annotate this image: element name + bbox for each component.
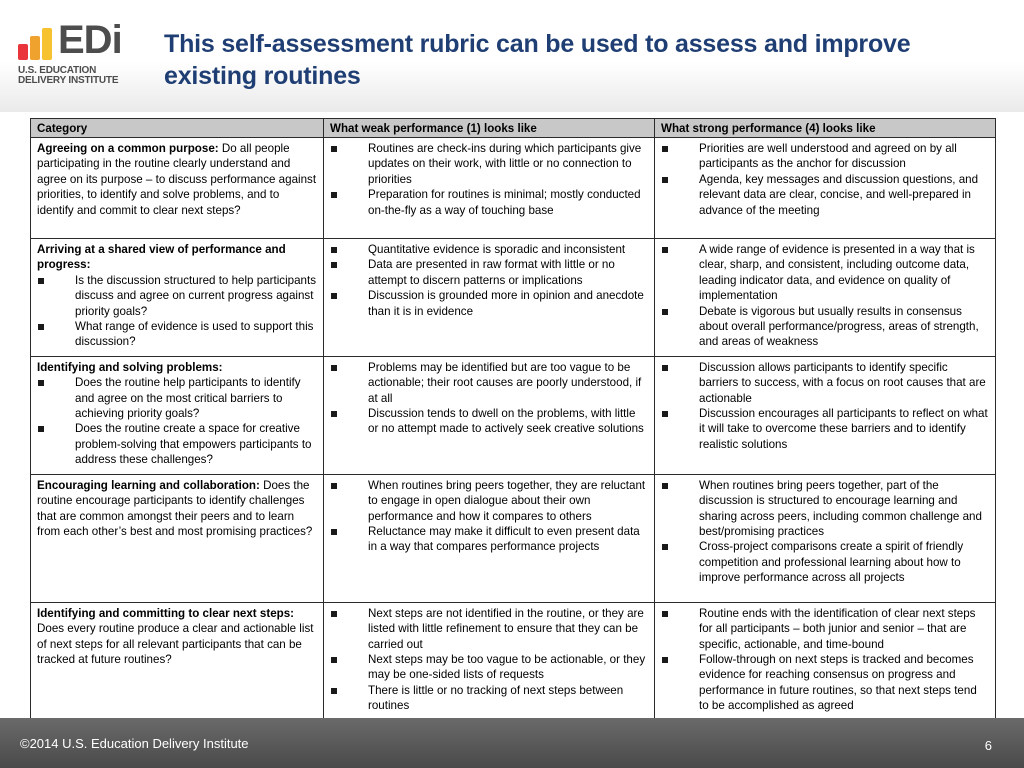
- category-title: Identifying and committing to clear next steps:: [37, 606, 295, 620]
- weak-performance-cell: [324, 239, 655, 357]
- logo-subtitle: U.S. EDUCATION DELIVERY INSTITUTE: [18, 65, 119, 86]
- category-description: Do all people participating in the routine clearly understand and agree on its purpose – to discuss performance against priorities, to identify and solve problems, and to identify and commit to clear next steps?: [37, 142, 317, 217]
- weak-bullet: When routines bring peers together, they are reluctant to engage in open dialogue about their own performance and how it compares to others: [330, 478, 648, 524]
- table-row: [31, 138, 996, 239]
- category-cell: [31, 474, 324, 602]
- header-category: Category: [31, 119, 324, 138]
- category-title: Agreeing on a common purpose:: [37, 142, 219, 155]
- strong-performance-cell: [655, 239, 996, 357]
- category-question: Does the routine help participants to identify and agree on the most critical barriers to achieving priority goals?: [37, 375, 317, 421]
- bar-chart-logo-icon: [18, 26, 58, 60]
- category-cell: [31, 138, 324, 239]
- category-description: Does the routine encourage participants to identify challenges that are common amongst their peers and to learn from each other’s best and most promising practices?: [37, 478, 313, 538]
- weak-performance-cell: [324, 474, 655, 602]
- table-row: [31, 239, 996, 357]
- weak-bullet: Discussion is grounded more in opinion and anecdote than it is in evidence: [330, 288, 648, 319]
- weak-bullet: Next steps are not identified in the routine, or they are listed with little refinement to ensure that they can be carried out: [330, 606, 648, 652]
- weak-bullet: Quantitative evidence is sporadic and inconsistent: [330, 242, 648, 257]
- weak-bullet: Discussion tends to dwell on the problems, with little or no attempt made to actively seek creative solutions: [330, 406, 648, 437]
- category-description: Does every routine produce a clear and actionable list of next steps for all relevant participants that can be tracked at future routines?: [37, 622, 314, 666]
- strong-performance-cell: [655, 602, 996, 730]
- slide-header: [0, 0, 1024, 112]
- strong-performance-cell: [655, 138, 996, 239]
- page-number: 6: [984, 738, 992, 753]
- strong-bullet: Discussion allows participants to identify specific barriers to success, with a focus on root causes that are actionable: [661, 360, 989, 406]
- weak-performance-cell: [324, 602, 655, 730]
- strong-bullet: A wide range of evidence is presented in a way that is clear, sharp, and consistent, including outcome data, leading indicator data, and evidence on quality of implementation: [661, 242, 989, 304]
- weak-performance-cell: [324, 138, 655, 239]
- header-strong: What strong performance (4) looks like: [655, 119, 996, 138]
- category-title: Identifying and solving problems:: [37, 360, 223, 374]
- strong-performance-cell: [655, 356, 996, 474]
- table-row: [31, 602, 996, 730]
- category-question: Does the routine create a space for creative problem-solving that empowers participants to address these challenges?: [37, 421, 317, 467]
- weak-bullet: Reluctance may make it difficult to even present data in a way that compares performance projects: [330, 524, 648, 555]
- table-row: [31, 356, 996, 474]
- strong-bullet: Discussion encourages all participants to reflect on what it will take to overcome these barriers and to identify realistic solutions: [661, 406, 989, 452]
- strong-bullet: Cross-project comparisons create a spirit of friendly competition and professional learning about how to improve performance across all projects: [661, 539, 989, 585]
- strong-performance-cell: [655, 474, 996, 602]
- table-header-row: [31, 119, 996, 138]
- rubric-table: [30, 118, 996, 731]
- strong-bullet: Agenda, key messages and discussion questions, and relevant data are clear, concise, and well-prepared in advance of the meeting: [661, 172, 989, 218]
- slide-title: This self-assessment rubric can be used to assess and improve existing routines: [164, 30, 911, 90]
- strong-bullet: Priorities are well understood and agreed on by all participants as the anchor for discussion: [661, 141, 989, 172]
- weak-bullet: Data are presented in raw format with little or no attempt to discern patterns or implications: [330, 257, 648, 288]
- category-title: Arriving at a shared view of performance and progress:: [37, 243, 286, 272]
- weak-bullet: Next steps may be too vague to be actionable, or they may be one-sided lists of requests: [330, 652, 648, 683]
- copyright-text: ©2014 U.S. Education Delivery Institute: [20, 736, 249, 751]
- logo-wordmark: EDi: [58, 18, 122, 62]
- category-cell: [31, 602, 324, 730]
- weak-performance-cell: [324, 356, 655, 474]
- category-title: Encouraging learning and collaboration:: [37, 478, 260, 492]
- strong-bullet: Debate is vigorous but usually results in consensus about overall performance/progress, areas of strength, and areas of weakness: [661, 304, 989, 350]
- weak-bullet: Problems may be identified but are too vague to be actionable; their root causes are poorly understood, if at all: [330, 360, 648, 406]
- strong-bullet: Follow-through on next steps is tracked and becomes evidence for reaching consensus on progress and performance in future routines, so that next steps tend to be accomplished as agreed: [661, 652, 989, 714]
- strong-bullet: Routine ends with the identification of clear next steps for all participants – both junior and senior – that are specific, actionable, and time-bound: [661, 606, 989, 652]
- weak-bullet: Preparation for routines is minimal; mostly conducted on-the-fly as a way of touching base: [330, 187, 648, 218]
- category-cell: [31, 239, 324, 357]
- weak-bullet: Routines are check-ins during which participants give updates on their work, with little or no connection to priorities: [330, 141, 648, 187]
- slide-footer: [0, 718, 1024, 768]
- weak-bullet: There is little or no tracking of next steps between routines: [330, 683, 648, 714]
- category-cell: [31, 356, 324, 474]
- header-weak: What weak performance (1) looks like: [324, 119, 655, 138]
- table-row: [31, 474, 996, 602]
- category-question: What range of evidence is used to support this discussion?: [37, 319, 317, 350]
- strong-bullet: When routines bring peers together, part of the discussion is structured to encourage learning and sharing across peers, including common challenge and best/promising practices: [661, 478, 989, 540]
- edi-logo: [18, 18, 128, 93]
- category-question: Is the discussion structured to help participants discuss and agree on current progress against priority goals?: [37, 273, 317, 319]
